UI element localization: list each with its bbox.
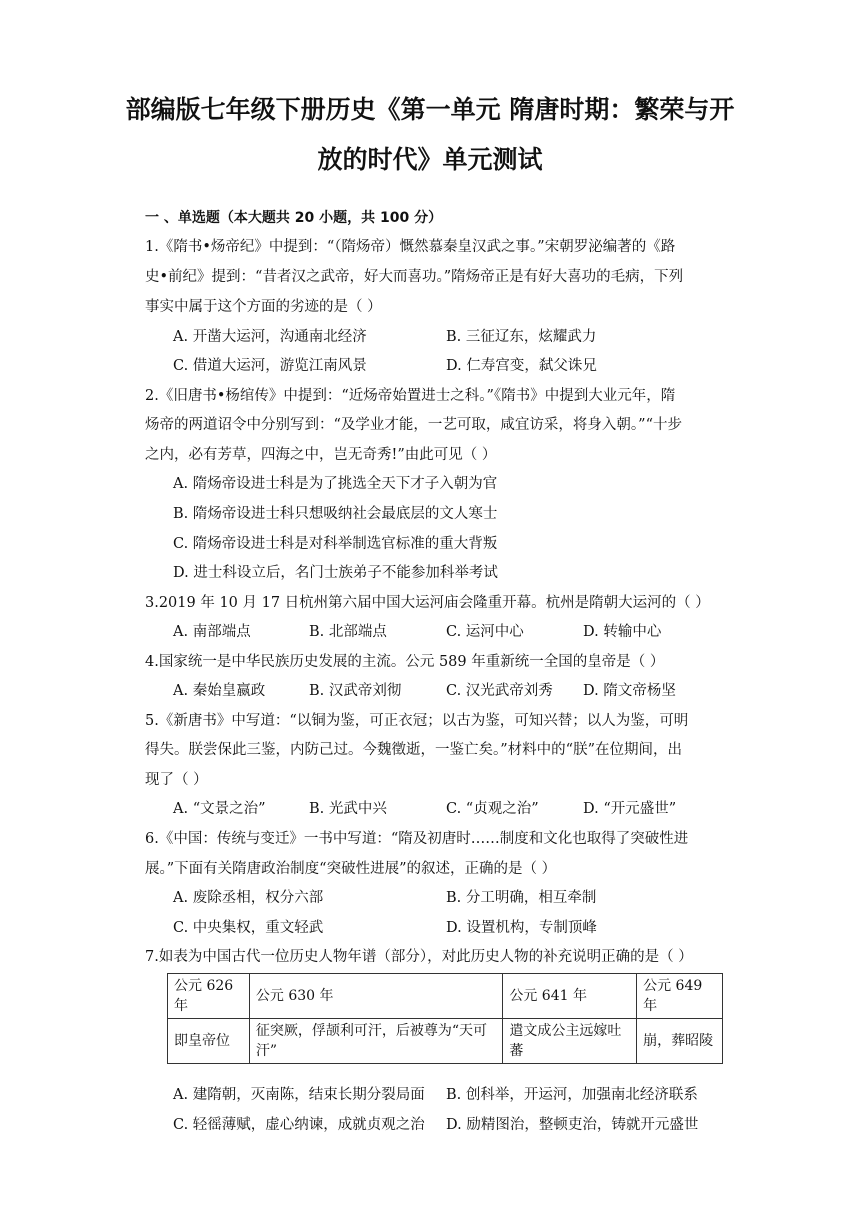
- question-6-line-2: 展。”下面有关隋唐政治制度“突破性进展”的叙述，正确的是（ ）: [145, 861, 557, 877]
- question-4-line-1: 4.国家统一是中华民族历史发展的主流。公元 589 年重新统一全国的皇帝是（ ）: [145, 654, 665, 670]
- question-3-option-d: D. 转输中心: [583, 624, 662, 640]
- question-2-line-1: 2.《旧唐书•杨绾传》中提到：“近炀帝始置进士之科。”《隋书》中提到大业元年，隋: [145, 388, 676, 404]
- question-2-line-2: 炀帝的两道诏令中分别写到：“及学业才能，一艺可取，咸宜访采，将身入朝。”“十步: [145, 417, 682, 433]
- question-1-option-a: A. 开凿大运河，沟通南北经济: [173, 329, 367, 345]
- table-cell: 遣文成公主远嫁吐蕃: [503, 1019, 637, 1064]
- question-4-option-a: A. 秦始皇嬴政: [173, 683, 266, 699]
- question-6-option-a: A. 废除丞相，权分六部: [173, 890, 324, 906]
- question-7-option-a: A. 建隋朝，灭南陈，结束长期分裂局面: [173, 1087, 425, 1103]
- table-row: [168, 1019, 723, 1064]
- question-3-option-c: C. 运河中心: [446, 624, 524, 640]
- table-row: [168, 974, 723, 1019]
- question-6-option-c: C. 中央集权，重文轻武: [173, 920, 324, 936]
- question-7-option-d: D. 励精图治，整顿吏治，铸就开元盛世: [446, 1117, 699, 1133]
- question-1-line-3: 事实中属于这个方面的劣迹的是（ ）: [145, 299, 382, 315]
- table-cell: 即皇帝位: [168, 1019, 250, 1064]
- table-cell: 公元 630 年: [249, 974, 502, 1019]
- question-5-option-d: D. “开元盛世”: [583, 801, 677, 817]
- question-7-option-b: B. 创科举，开运河，加强南北经济联系: [446, 1087, 698, 1103]
- question-3-option-b: B. 北部端点: [309, 624, 387, 640]
- question-1-option-d: D. 仁寿宫变，弑父诛兄: [446, 358, 597, 374]
- question-1-option-b: B. 三征辽东，炫耀武力: [446, 329, 597, 345]
- question-1-line-1: 1.《隋书•炀帝纪》中提到：“（隋炀帝）慨然慕秦皇汉武之事。”宋朝罗泌编著的《路: [145, 239, 676, 255]
- document-title-line-1: 部编版七年级下册历史《第一单元 隋唐时期：繁荣与开: [125, 95, 735, 124]
- table-cell: 公元 649 年: [637, 974, 723, 1019]
- question-2-option-b: B. 隋炀帝设进士科只想吸纳社会最底层的文人寒士: [173, 506, 498, 522]
- question-5-option-c: C. “贞观之治”: [446, 801, 539, 817]
- question-4-option-d: D. 隋文帝杨坚: [583, 683, 676, 699]
- document-title-line-2: 放的时代》单元测试: [317, 145, 543, 174]
- question-6-line-1: 6.《中国：传统与变迁》一书中写道：“隋及初唐时……制度和文化也取得了突破性进: [145, 831, 689, 847]
- question-7-option-c: C. 轻徭薄赋，虚心纳谏，成就贞观之治: [173, 1117, 425, 1133]
- question-2-option-a: A. 隋炀帝设进士科是为了挑选全天下才子入朝为官: [173, 476, 498, 492]
- question-3-option-a: A. 南部端点: [173, 624, 251, 640]
- table-cell: 崩，葬昭陵: [637, 1019, 723, 1064]
- question-1-option-c: C. 借道大运河，游览江南风景: [173, 358, 367, 374]
- table-cell: 征突厥，俘颉利可汗，后被尊为“天可汗”: [249, 1019, 502, 1064]
- section-heading: 一 、单选题（本大题共 20 小题，共 100 分）: [145, 210, 443, 226]
- question-5-option-b: B. 光武中兴: [309, 801, 387, 817]
- table-cell: 公元 641 年: [503, 974, 637, 1019]
- chronology-table: [167, 973, 723, 1064]
- question-3-line-1: 3.2019 年 10 月 17 日杭州第六届中国大运河庙会隆重开幕。杭州是隋朝大运河的（ ）: [145, 595, 710, 611]
- question-5-line-3: 现了（ ）: [145, 772, 208, 788]
- table-cell: 公元 626 年: [168, 974, 250, 1019]
- question-7-line-1: 7.如表为中国古代一位历史人物年谱（部分），对此历史人物的补充说明正确的是（ ）: [145, 949, 693, 965]
- question-5-option-a: A. “文景之治”: [173, 801, 266, 817]
- question-4-option-c: C. 汉光武帝刘秀: [446, 683, 553, 699]
- question-5-line-1: 5.《新唐书》中写道：“以铜为鉴，可正衣冠；以古为鉴，可知兴替；以人为鉴，可明: [145, 713, 689, 729]
- question-1-line-2: 史•前纪》提到：“昔者汉之武帝，好大而喜功。”隋炀帝正是有好大喜功的毛病，下列: [145, 269, 684, 285]
- question-2-option-c: C. 隋炀帝设进士科是对科举制选官标准的重大背叛: [173, 536, 498, 552]
- question-6-option-b: B. 分工明确，相互牵制: [446, 890, 597, 906]
- question-2-line-3: 之内，必有芳草，四海之中，岂无奇秀!”由此可见（ ）: [145, 447, 497, 463]
- question-2-option-d: D. 进士科设立后，名门士族弟子不能参加科举考试: [173, 565, 498, 581]
- question-4-option-b: B. 汉武帝刘彻: [309, 683, 402, 699]
- question-6-option-d: D. 设置机构，专制顶峰: [446, 920, 597, 936]
- question-5-line-2: 得失。朕尝保此三鉴，内防己过。今魏徵逝，一鉴亡矣。”材料中的“朕”在位期间，出: [145, 742, 682, 758]
